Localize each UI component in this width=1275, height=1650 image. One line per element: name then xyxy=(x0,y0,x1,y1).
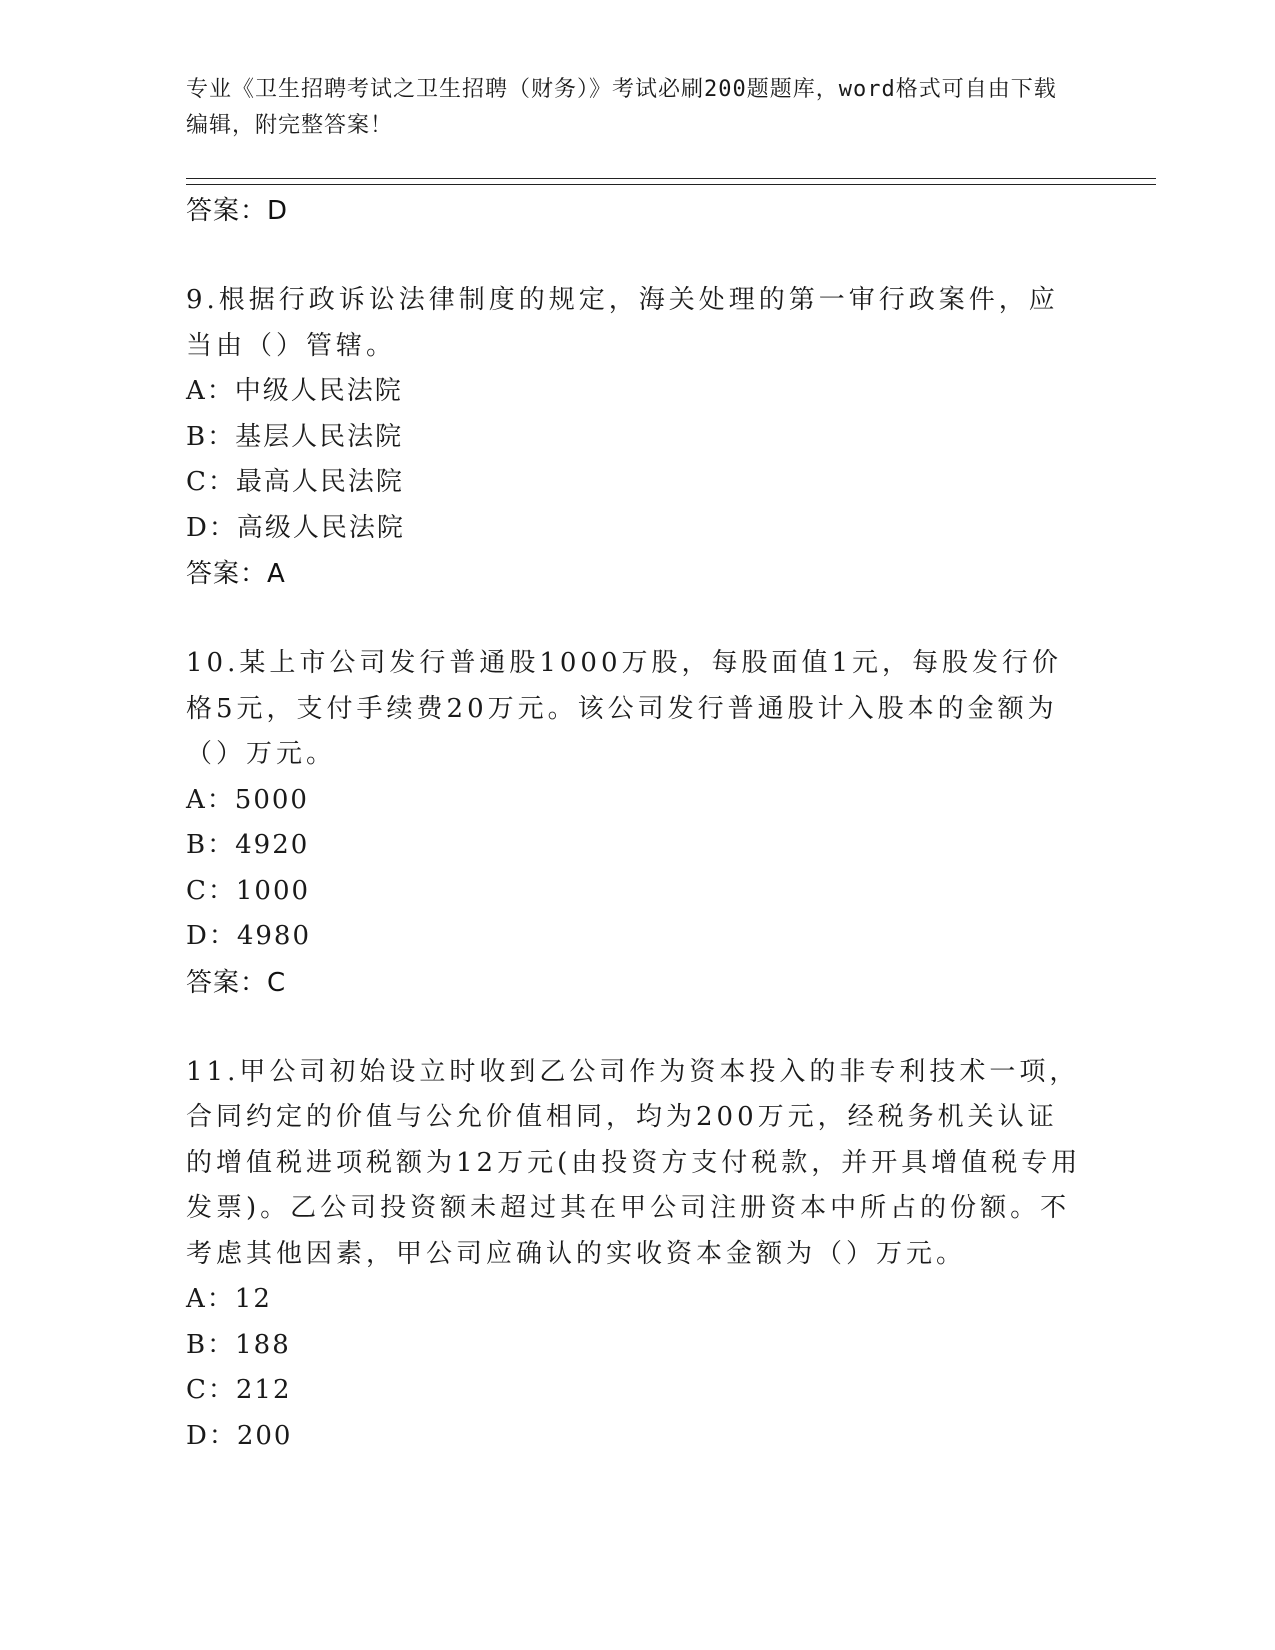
option-c: C：最高人民法院 xyxy=(186,467,404,497)
option-b: B：4920 xyxy=(186,830,310,860)
question-text: 9.根据行政诉讼法律制度的规定，海关处理的第一审行政案件，应当由（）管辖。 xyxy=(186,285,1059,361)
header-rule-bottom xyxy=(186,184,1156,185)
question-block xyxy=(186,278,1086,597)
answer-label: 答案：D xyxy=(186,196,289,226)
option-a: A：中级人民法院 xyxy=(186,376,403,406)
question-block xyxy=(186,641,1086,1006)
document-body xyxy=(186,188,1086,1459)
answer-label: 答案：C xyxy=(186,967,287,998)
option-a: A：12 xyxy=(186,1284,272,1314)
option-d: D：高级人民法院 xyxy=(186,512,405,543)
question-text: 11.甲公司初始设立时收到乙公司作为资本投入的非专利技术一项，合同约定的价值与公允价值相同，均为200万元，经税务机关认证的增值税进项税额为12万元(由投资方支付税款，并开具增值税专用发票)。乙公司投资额未超过其在甲公司注册资本中所占的份额。不考虑其他因素，甲公司应确认的实收资本金额为（）万元。 xyxy=(186,1056,1082,1269)
option-b: B：188 xyxy=(186,1329,291,1360)
header-rule-top xyxy=(186,178,1156,179)
document-header: 专业《卫生招聘考试之卫生招聘（财务）》考试必刷200题题库，word格式可自由下载编辑，附完整答案！ xyxy=(186,77,1057,138)
question-block xyxy=(186,1050,1086,1460)
option-d: D：4980 xyxy=(186,921,312,951)
option-c: C：1000 xyxy=(186,875,311,906)
option-a: A：5000 xyxy=(186,784,309,815)
option-b: B：基层人民法院 xyxy=(186,421,404,452)
answer-label: 答案：A xyxy=(186,559,286,589)
question-text: 10.某上市公司发行普通股1000万股，每股面值1元，每股发行价格5元，支付手续费20万元。该公司发行普通股计入股本的金额为（）万元。 xyxy=(186,648,1063,769)
option-d: D：200 xyxy=(186,1420,293,1451)
option-c: C：212 xyxy=(186,1375,292,1405)
